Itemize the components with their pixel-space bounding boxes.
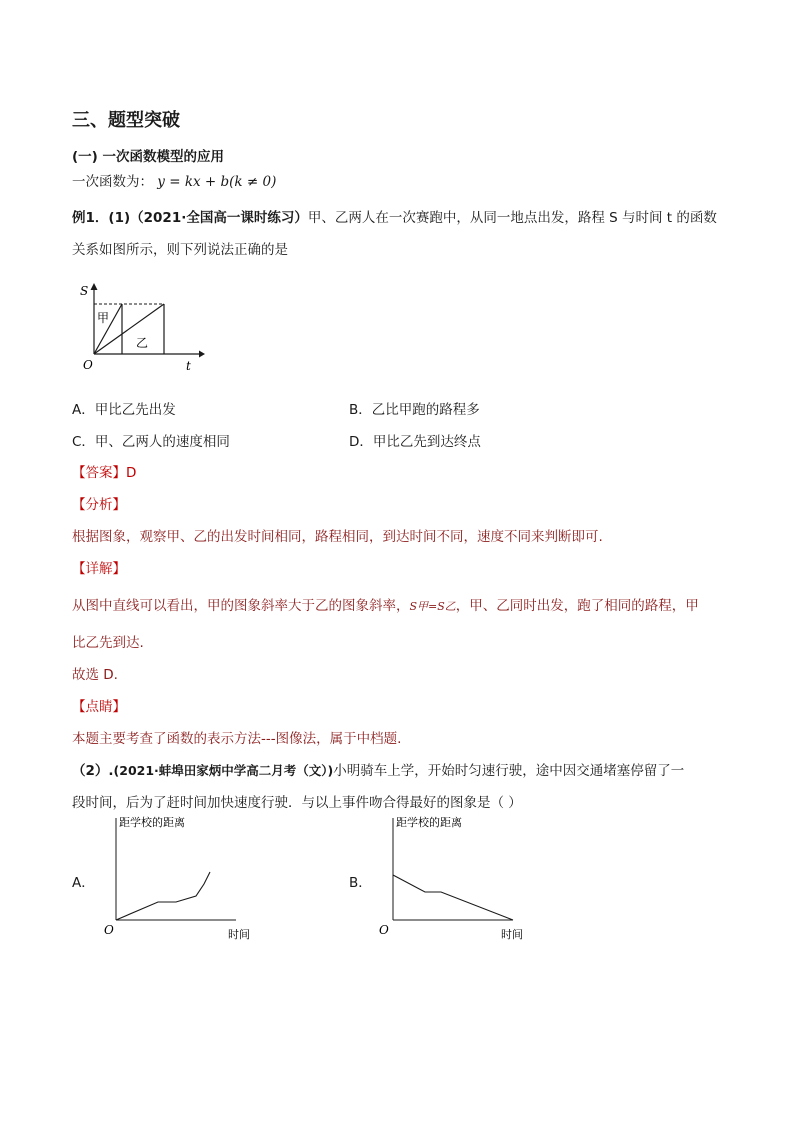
detail-line1-b: ，甲、乙同时出发，跑了相同的路程，甲	[455, 598, 699, 614]
ex1-stem-line2: 关系如图所示，则下列说法正确的是	[72, 242, 288, 258]
section-title: 三、题型突破	[72, 110, 180, 131]
graph-a-y-label: 距学校的距离	[119, 816, 185, 829]
ex2-text-line1: 小明骑车上学，开始时匀速行驶，途中因交通堵塞停留了一	[333, 763, 685, 779]
graph-b-curve	[393, 875, 513, 920]
ex1-graph	[74, 282, 206, 374]
choose-line: 故选 D.	[72, 667, 118, 683]
linear-definition	[72, 170, 276, 190]
graph-b-origin: O	[379, 923, 389, 937]
graph-b-y-label: 距学校的距离	[396, 816, 462, 829]
detail-line2: 比乙先到达.	[72, 635, 144, 651]
detail-formula: S甲=S乙	[409, 600, 456, 613]
ex1-option-a: A．甲比乙先出发	[72, 402, 176, 418]
detail-line1-a: 从图中直线可以看出，甲的图象斜率大于乙的图象斜率，	[72, 598, 410, 614]
ex1-source: （2021·全国高一课时练习）	[130, 210, 308, 226]
subsection-title: (一) 一次函数模型的应用	[72, 149, 225, 165]
graph-a-origin: O	[104, 923, 114, 937]
detail-tag: 【详解】	[72, 561, 126, 577]
graph-a-label: A．	[72, 875, 95, 891]
linear-def-label: 一次函数为：	[72, 174, 153, 190]
ex1-option-d: D．甲比乙先到达终点	[349, 434, 481, 450]
ex1-stem-line1	[72, 206, 717, 226]
comment-text: 本题主要考查了函数的表示方法---图像法，属于中档题.	[72, 731, 402, 747]
origin-label: O	[83, 358, 93, 372]
analysis-tag: 【分析】	[72, 497, 126, 513]
answer-line	[72, 461, 136, 481]
ex1-text-line1: 甲、乙两人在一次赛跑中，从同一地点出发，路程 S 与时间 t 的函数	[307, 210, 717, 226]
graph-b-x-label: 时间	[501, 928, 523, 941]
jia-label: 甲	[97, 311, 110, 325]
ex1-option-b: B．乙比甲跑的路程多	[349, 402, 480, 418]
graph-a-x-label: 时间	[228, 928, 250, 941]
graph-a-curve	[116, 872, 210, 920]
graph-b-label: B．	[349, 875, 372, 891]
ex2-stem-line1	[72, 759, 684, 779]
ex2-prefix: （2）.	[72, 763, 114, 779]
analysis-text: 根据图象，观察甲、乙的出发时间相同，路程相同，到达时间不同，速度不同来判断即可.	[72, 529, 603, 545]
ex2-source: (2021·蚌埠田家炳中学高二月考（文）)	[113, 763, 334, 778]
answer-tag: 【答案】	[72, 465, 126, 481]
detail-line1	[72, 594, 699, 614]
yi-label: 乙	[136, 336, 149, 350]
linear-def-formula: y = kx + b(k ≠ 0)	[157, 174, 277, 190]
ex1-prefix: 例1．(1)	[72, 210, 131, 226]
s-axis-arrow	[91, 283, 98, 290]
ex2-graph-a	[96, 810, 266, 945]
ex2-stem-line2: 段时间，后为了赶时间加快速度行驶．与以上事件吻合得最好的图象是（ ）	[72, 795, 522, 811]
t-axis-arrow	[199, 351, 205, 358]
s-axis-label: S	[80, 284, 89, 298]
ex2-graph-b	[373, 810, 543, 945]
answer-value: D	[126, 465, 137, 481]
ex1-option-c: C．甲、乙两人的速度相同	[72, 434, 230, 450]
comment-tag: 【点睛】	[72, 699, 126, 715]
t-axis-label: t	[186, 359, 191, 373]
